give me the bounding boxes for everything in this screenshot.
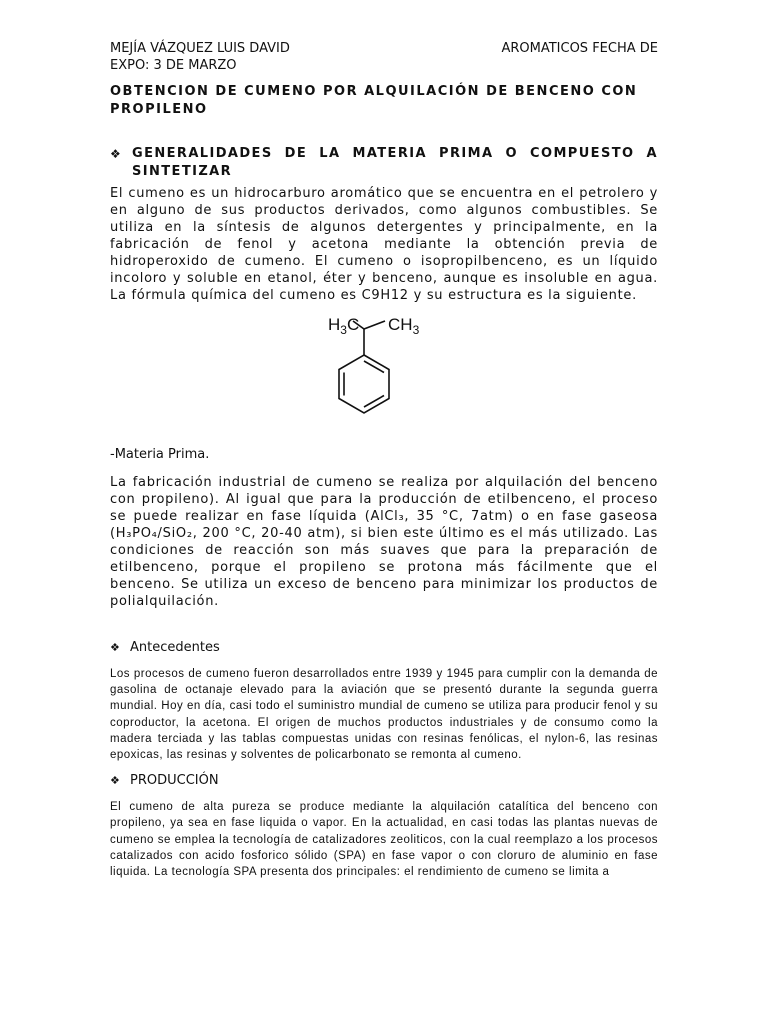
bond-right-methyl: [364, 321, 385, 329]
diamond-bullet-icon: ❖: [110, 774, 120, 788]
ring-double-bond-1: [364, 361, 384, 373]
cumene-structure-diagram: [110, 310, 658, 430]
ring-double-bond-2: [364, 396, 384, 408]
section-heading-text: Antecedentes: [130, 640, 220, 655]
section-heading-produccion: [110, 772, 658, 789]
document-header: [110, 40, 658, 74]
methyl-label-left: $H_3C$: [328, 315, 360, 337]
section-heading-text: PRODUCCIÓN: [130, 773, 219, 789]
paragraph-generalidades: El cumeno es un hidrocarburo aromático que se encuentra en el petrolero y en alguno de sus productos derivados, como algunos combustibles. Se utiliza en la síntesis de algunos detergentes y principalmente, en la fabricación de fenol y acetona mediante la obtención previa de hidroperoxido de cumeno. El cumeno o isopropilbenceno, es un líquido incoloro y soluble en etanol, éter y benceno, aunque es insoluble en agua. La fórmula química del cumeno es C9H12 y su estructura es la siguiente.: [110, 186, 658, 303]
expo-date: EXPO: 3 DE MARZO: [110, 58, 237, 73]
diamond-bullet-icon: ❖: [110, 147, 123, 161]
author-name: MEJÍA VÁZQUEZ LUIS DAVID: [110, 41, 290, 56]
diamond-bullet-icon: ❖: [110, 641, 120, 654]
paragraph-produccion: El cumeno de alta pureza se produce mediante la alquilación catalítica del benceno con propileno, ya sea en fase liquida o vapor. En la actualidad, en casi todas las plantas nuevas de cumeno se emplea la tecnología de catalizadores zeoliticos, con la cual reemplazo a los procesos catalizados con acido fosforico sólido (SPA) en fase vapor o con cloruro de aluminio en fase liquida. La tecnología SPA presenta dos principales: el rendimiento de cumeno se limita a: [110, 801, 658, 879]
document-page: [110, 40, 658, 880]
paragraph-antecedentes: Los procesos de cumeno fueron desarrollados entre 1939 y 1945 para cumplir con la demanda de gasolina de octanaje elevado para la aviación que se presentó durante la segunda guerra mundial. Hoy en día, casi todo el suministro mundial de cumeno se utiliza para producir fenol y su coproductor, la acetona. El origen de muchos productos industriales y de consumo como la madera terciada y las tablas compuestas unidas con resinas fenólicas, el nylon-6, las resinas epoxicas, las resinas y solventes de policarbonato se remonta al cumeno.: [110, 668, 658, 762]
document-title: OBTENCION DE CUMENO POR ALQUILACIÓN DE BENCENO CON PROPILENO: [110, 84, 638, 117]
materia-prima-label: -Materia Prima.: [110, 447, 210, 462]
section-heading-text: GENERALIDADES DE LA MATERIA PRIMA O COMPUESTO A SINTETIZAR: [132, 146, 658, 179]
paragraph-materia-prima: La fabricación industrial de cumeno se realiza por alquilación del benceno con propileno). Al igual que para la producción de etilbenceno, el proceso se puede realizar en fase líquida (AlCl₃, 35 °C, 7atm) o en fase gaseosa (H₃PO₄/SiO₂, 200 °C, 20-40 atm), si bien este último es el más utilizado. Las condiciones de reacción son más suaves que para la preparación de etilbenceno, porque el propileno se protona más fácilmente que el benceno. Se utiliza un exceso de benceno para minimizar los productos de polialquilación.: [110, 475, 658, 609]
section-heading-generalidades: [110, 145, 658, 181]
methyl-label-right: $CH_3$: [388, 315, 420, 337]
benzene-ring: [339, 355, 389, 413]
section-heading-antecedentes: [110, 639, 658, 656]
subject-date-label: AROMATICOS FECHA DE: [501, 41, 658, 56]
